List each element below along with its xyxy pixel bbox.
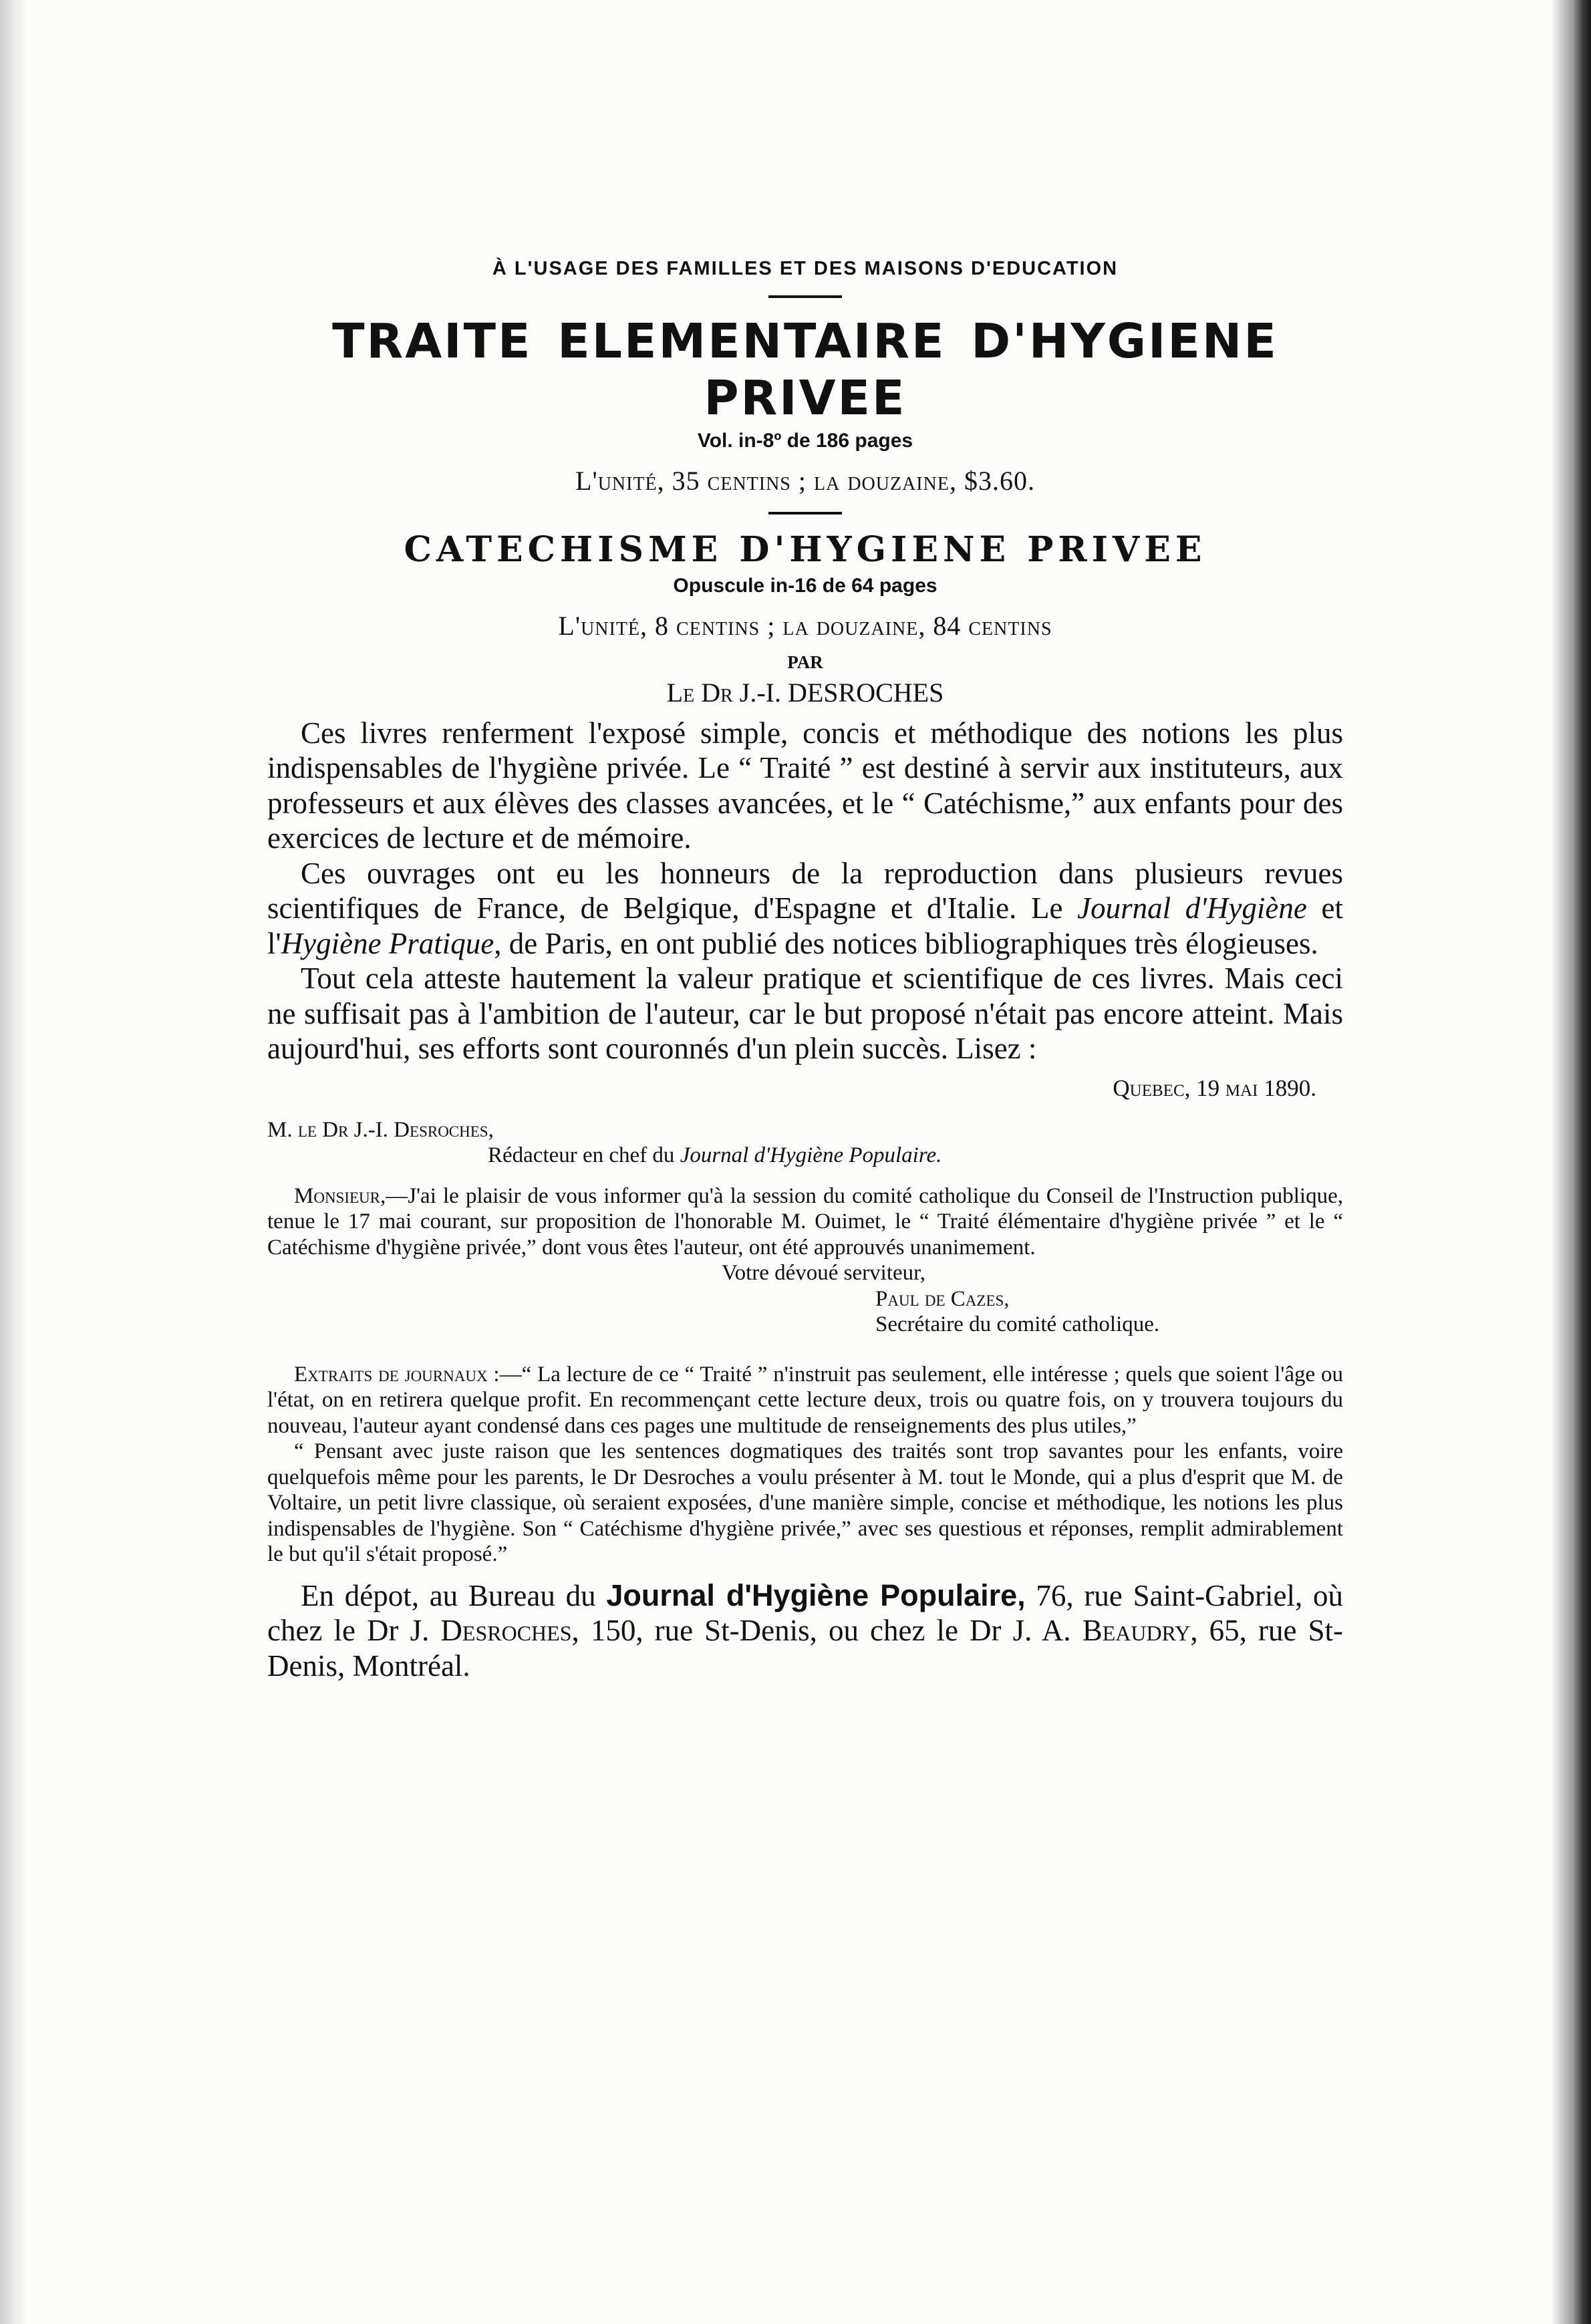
person-name: Beaudry, xyxy=(1082,1614,1198,1648)
book2-price: L'unité, 8 centins ; la douzaine, 84 centins xyxy=(558,610,1052,641)
header-kicker: À L'USAGE DES FAMILLES ET DES MAISONS D'EDUCATION xyxy=(492,258,1119,279)
intro-paragraph-3: Tout cela atteste hautement la valeur pratique et scientifique de ces livres. Mais ceci ne suffisait pas à l'ambition de l'auteur, car le but proposé n'était pas encore atteint. Mais aujourd'hui, ses efforts sont couronnés d'un plein succès. Lisez : xyxy=(267,962,1343,1066)
page-edge-left xyxy=(0,0,27,2324)
letter-signature: Paul de Cazes, xyxy=(875,1286,1010,1311)
intro-p2-text: Ces ouvrages ont eu les honneurs de la reproduction dans plusieurs revues scientifiques de France, de Belgique, d'Espagne et d'Italie. Le xyxy=(267,856,1343,925)
footer-text: 150, rue St-Denis, ou chez le Dr J. A. xyxy=(579,1614,1082,1648)
intro-paragraph-1: Ces livres renferment l'exposé simple, concis et méthodique des notions les plus indispensables de l'hygiène privée. Le “ Traité ” est destiné à servir aux instituteurs, aux professeurs et aux élèves des classes avancées, et le “ Catéchisme,” aux enfants pour des exercices de lecture et de mémoire. xyxy=(267,716,1343,855)
byline-par: PAR xyxy=(787,651,823,672)
extracts-paragraph-1 xyxy=(267,1362,1343,1439)
footer-text: 76, rue Saint-Gabriel, où chez le Dr J. xyxy=(267,1578,1343,1648)
letter-text: —J'ai le plaisir de vous informer qu'à la session du comité catholique du Conseil de l'Instruction publique, tenue le 17 mai courant, sur proposition de l'honorable M. Ouimet, le “ Traité élémentaire d'hygiène privée ” et le “ Catéchisme d'hygiène privée,” dont vous êtes l'auteur, ont été approuvés unanimement. xyxy=(267,1183,1343,1260)
book1-volume: Vol. in-8º de 186 pages xyxy=(697,430,913,452)
person-name: Desroches, xyxy=(440,1614,579,1648)
intro-p2-text: et l' xyxy=(267,891,1344,960)
journal-name: Hygiène Pratique xyxy=(281,926,494,960)
journal-name: Journal d'Hygiène Populaire. xyxy=(680,1143,942,1168)
letter-salutation: Monsieur, xyxy=(294,1183,386,1208)
divider-rule xyxy=(768,512,842,515)
book1-price: L'unité, 35 centins ; la douzaine, $3.60. xyxy=(575,466,1035,496)
role-text: Rédacteur en chef du xyxy=(488,1143,680,1168)
footer-text: En dépot, au Bureau du xyxy=(301,1578,607,1612)
extracts-paragraph-2: “ Pensant avec juste raison que les sentences dogmatiques des traités sont trop savantes pour les enfants, voire quelquefois même pour les parents, le Dr Desroches a voulu présenter à M. tout le Monde, qui a plus d'esprit que M. de Voltaire, un petit livre classique, où seraient exposées, d'une manière simple, concise et méthodique, les notions les plus indispensables de l'hygiène. Son “ Catéchisme d'hygiène privée,” avec ses questious et réponses, remplit admirablement le but qu'il s'était proposé.” xyxy=(267,1439,1343,1567)
book2-volume: Opuscule in-16 de 64 pages xyxy=(673,574,937,597)
book2-title: CATECHISME D'HYGIENE PRIVEE xyxy=(404,529,1207,571)
document-page xyxy=(267,257,1343,1713)
footer-address xyxy=(267,1578,1343,1684)
intro-p2-text: , de Paris, en ont publié des notices bibliographiques très élogieuses. xyxy=(494,926,1318,960)
letter-dateline: Quebec, 19 mai 1890. xyxy=(1113,1074,1316,1101)
letter-body xyxy=(267,1183,1343,1261)
journal-name: Journal d'Hygiène xyxy=(1077,891,1307,925)
footer-text: 65, rue St-Denis, Montréal. xyxy=(267,1614,1343,1683)
book1-title: TRAITE ELEMENTAIRE D'HYGIENE PRIVEE xyxy=(332,313,1278,426)
letter-closing: Votre dévoué serviteur, xyxy=(722,1261,926,1286)
byline-author: Le Dr J.-I. DESROCHES xyxy=(666,677,944,708)
journal-name: Journal d'Hygiène Populaire, xyxy=(606,1578,1026,1612)
letter-block xyxy=(267,1117,1343,1568)
extracts-text: —“ La lecture de ce “ Traité ” n'instruit pas seulement, elle intéresse ; quels que soient l'âge ou l'état, on en retirera quelque profit. En recommençant cette lecture deux, trois ou quatre fois, on y trouvera toujours du nouveau, l'auteur ayant condensé dans ces pages une multitude de renseignements des plus utiles,” xyxy=(267,1362,1343,1438)
letter-recipient: M. le Dr J.-I. Desroches, xyxy=(267,1117,494,1142)
page-edge-right xyxy=(1551,0,1591,2324)
divider-rule xyxy=(768,295,842,298)
intro-paragraph-2 xyxy=(267,856,1343,962)
letter-signatory-title: Secrétaire du comité catholique. xyxy=(875,1312,1160,1337)
letter-recipient-role xyxy=(267,1143,1343,1169)
extracts-label: Extraits de journaux : xyxy=(294,1362,500,1387)
